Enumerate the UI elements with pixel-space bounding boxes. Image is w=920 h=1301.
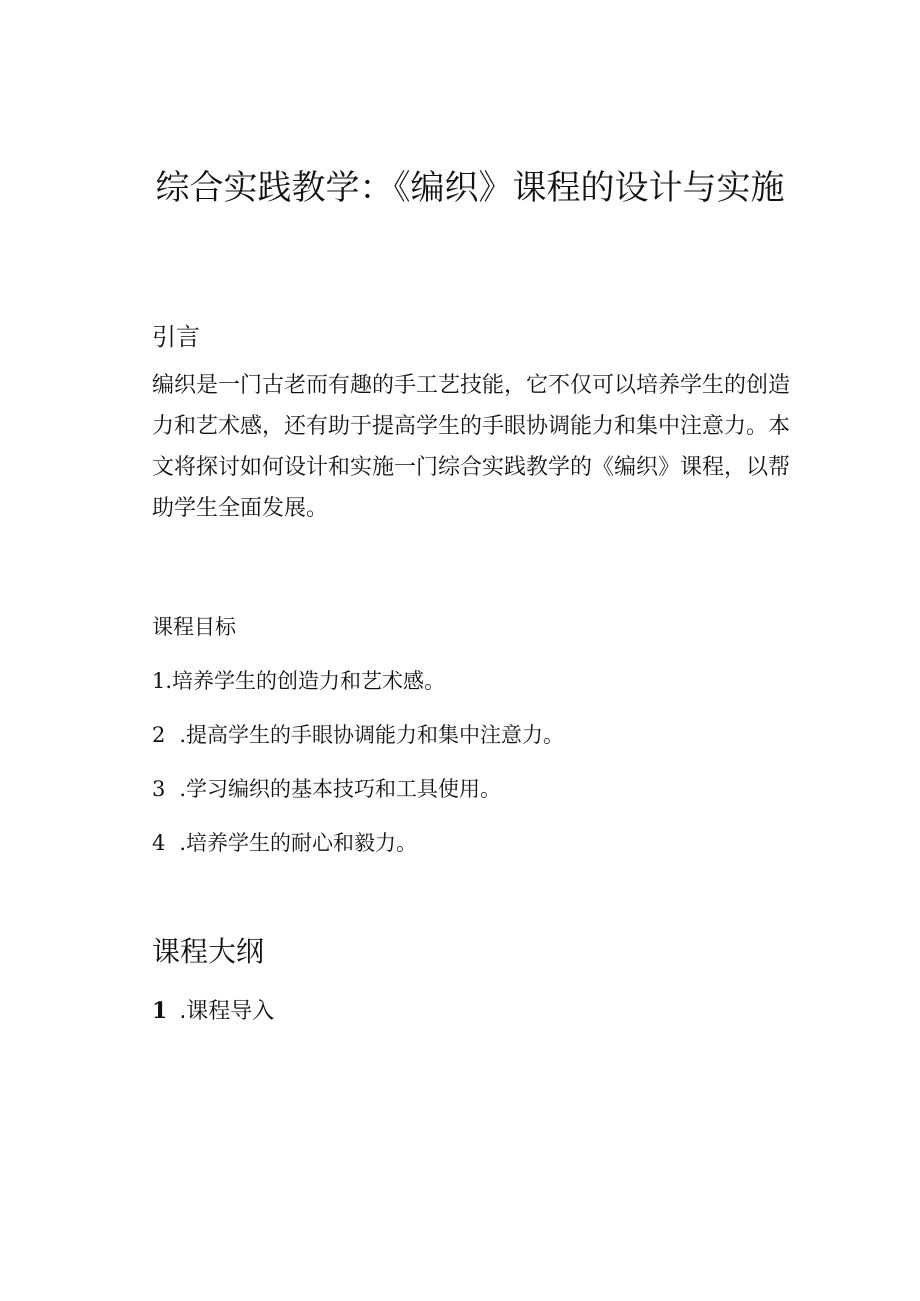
goal-item (152, 773, 501, 805)
document-title: 综合实践教学：《编织》课程的设计与实施 (155, 168, 785, 208)
goal-item-number: 3 (152, 777, 166, 801)
goal-item-text: .学习编织的基本技巧和工具使用。 (179, 777, 502, 801)
goal-item (152, 665, 445, 697)
outline-item-text: .课程导入 (179, 999, 275, 1024)
intro-paragraph: 编织是一门古老而有趣的手工艺技能，它不仅可以培养学生的创造力和艺术感，还有助于提高学生的手眼协调能力和集中注意力。本文将探讨如何设计和实施一门综合实践教学的《编织》课程，以帮助学生全面发展。 (152, 373, 791, 521)
goal-item (152, 719, 564, 751)
goal-item-text: .提高学生的手眼协调能力和集中注意力。 (179, 723, 565, 747)
goal-item-number: 2 (152, 723, 166, 747)
outline-heading: 课程大纲 (152, 935, 265, 968)
goal-item-number: 1. (152, 669, 173, 693)
goal-item-number: 4 (152, 831, 166, 855)
goal-item-text: .培养学生的耐心和毅力。 (179, 831, 418, 855)
outline-item-number: 1 (152, 998, 168, 1024)
outline-item (152, 994, 274, 1029)
goal-item-text: 培养学生的创造力和艺术感。 (172, 669, 446, 693)
intro-heading: 引言 (152, 323, 200, 351)
goal-item (152, 827, 417, 859)
goals-heading: 课程目标 (152, 615, 236, 639)
